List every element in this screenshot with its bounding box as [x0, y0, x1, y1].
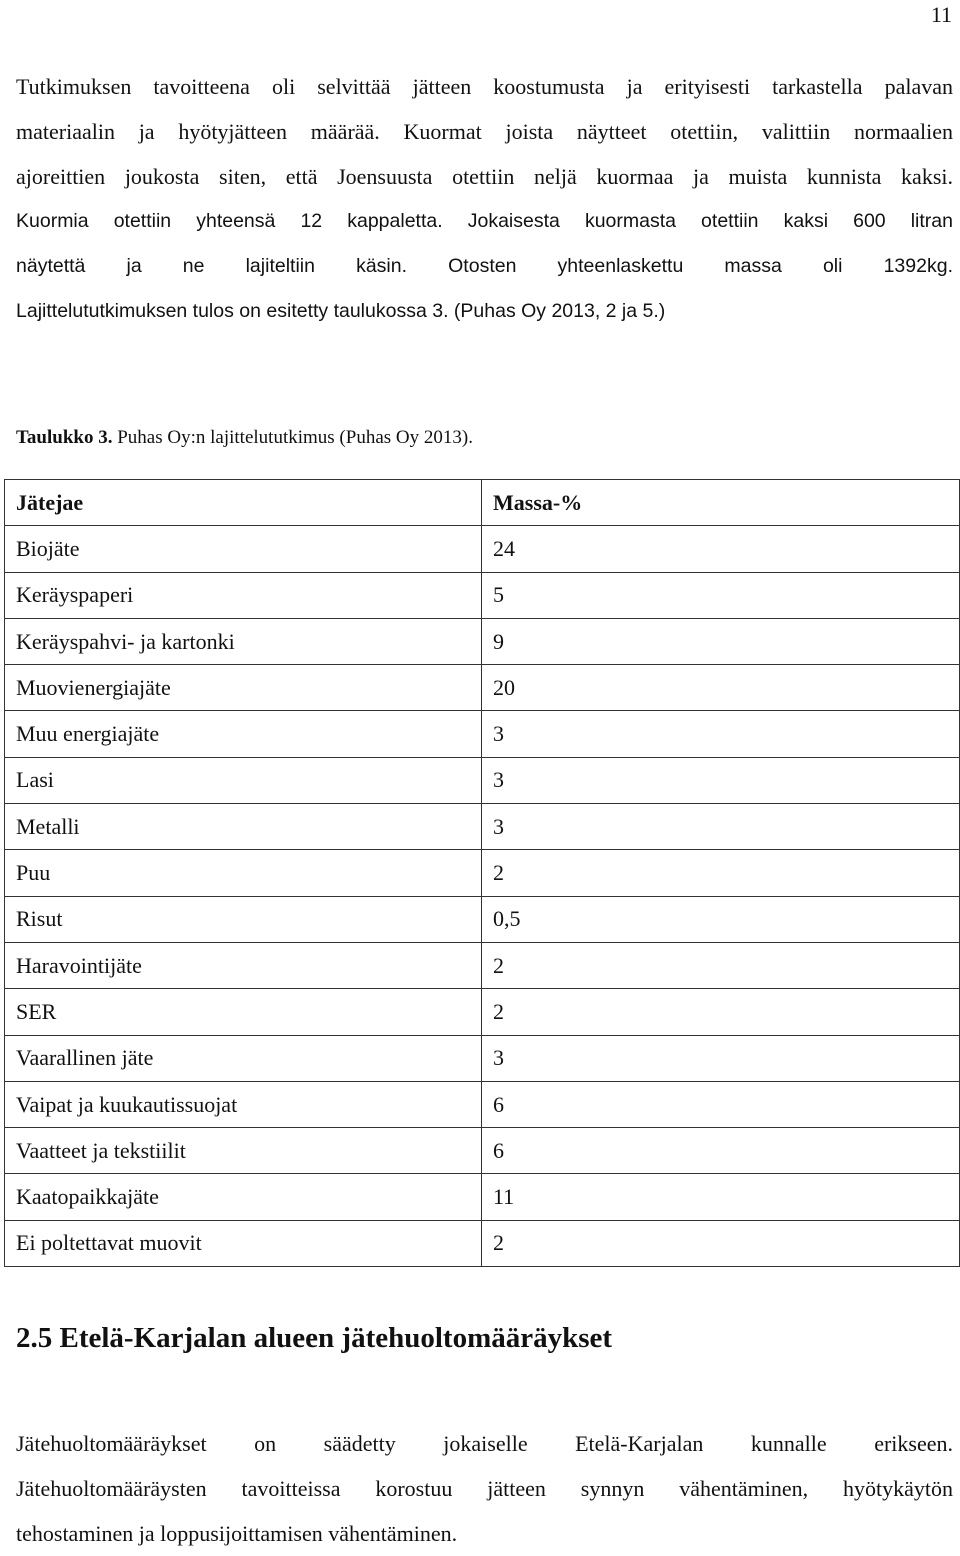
table-row: [5, 526, 960, 572]
waste-fraction-cell: Vaatteet ja tekstiilit: [5, 1128, 482, 1174]
table-row: [5, 618, 960, 664]
waste-fraction-cell: Vaipat ja kuukautissuojat: [5, 1081, 482, 1127]
table-row: [5, 572, 960, 618]
table-row: [5, 1174, 960, 1220]
mass-percent-cell: 2: [482, 989, 960, 1035]
regulations-paragraph: [16, 1421, 953, 1556]
regulations-line: Jätehuoltomääräykset on säädetty jokaiselle Etelä-Karjalan kunnalle erikseen.: [16, 1431, 953, 1456]
mass-percent-cell: 0,5: [482, 896, 960, 942]
table-row: [5, 1081, 960, 1127]
mass-percent-cell: 2: [482, 942, 960, 988]
table-row: [5, 665, 960, 711]
table-row: [5, 757, 960, 803]
waste-fraction-cell: Vaarallinen jäte: [5, 1035, 482, 1081]
intro-line: näytettä ja ne lajiteltiin käsin. Otosten yhteenlaskettu massa oli 1392kg.: [16, 255, 953, 277]
intro-line: Tutkimuksen tavoitteena oli selvittää jätteen koostumusta ja erityisesti tarkastella palavan: [16, 74, 953, 99]
mass-percent-cell: 3: [482, 711, 960, 757]
waste-fraction-cell: Muu energiajäte: [5, 711, 482, 757]
intro-paragraph: [16, 64, 953, 334]
intro-line: Lajittelututkimuksen tulos on esitetty taulukossa 3. (Puhas Oy 2013, 2 ja 5.): [16, 300, 666, 322]
table-row: [5, 1035, 960, 1081]
table-row: [5, 1220, 960, 1266]
waste-fraction-cell: Biojäte: [5, 526, 482, 572]
mass-percent-cell: 2: [482, 850, 960, 896]
table-row: [5, 896, 960, 942]
mass-percent-cell: 3: [482, 804, 960, 850]
page-number: 11: [930, 2, 952, 27]
table-row: [5, 711, 960, 757]
mass-percent-cell: 6: [482, 1081, 960, 1127]
column-header-waste-fraction: Jätejae: [5, 480, 482, 526]
waste-fraction-cell: Risut: [5, 896, 482, 942]
waste-composition-table: [4, 479, 960, 1267]
waste-fraction-cell: Puu: [5, 850, 482, 896]
mass-percent-cell: 3: [482, 757, 960, 803]
mass-percent-cell: 11: [482, 1174, 960, 1220]
waste-fraction-cell: Muovienergiajäte: [5, 665, 482, 711]
table-caption: [16, 425, 473, 451]
table-row: [5, 850, 960, 896]
table-header-row: [5, 480, 960, 526]
table-row: [5, 1128, 960, 1174]
mass-percent-cell: 6: [482, 1128, 960, 1174]
section-heading: 2.5 Etelä-Karjalan alueen jätehuoltomääräykset: [16, 1322, 613, 1354]
regulations-line: Jätehuoltomääräysten tavoitteissa korostuu jätteen synnyn vähentäminen, hyötykäytön: [16, 1476, 953, 1501]
waste-fraction-cell: Keräyspahvi- ja kartonki: [5, 618, 482, 664]
table-caption-label: Taulukko 3.: [16, 427, 113, 448]
regulations-line: tehostaminen ja loppusijoittamisen vähentäminen.: [16, 1521, 458, 1546]
table-row: [5, 804, 960, 850]
waste-fraction-cell: SER: [5, 989, 482, 1035]
table-row: [5, 942, 960, 988]
mass-percent-cell: 5: [482, 572, 960, 618]
intro-line: ajoreittien joukosta siten, että Joensuusta otettiin neljä kuormaa ja muista kunnista kaksi.: [16, 164, 953, 189]
table-row: [5, 989, 960, 1035]
waste-fraction-cell: Lasi: [5, 757, 482, 803]
table-caption-text: Puhas Oy:n lajittelututkimus (Puhas Oy 2013).: [112, 427, 473, 448]
mass-percent-cell: 2: [482, 1220, 960, 1266]
mass-percent-cell: 3: [482, 1035, 960, 1081]
waste-fraction-cell: Ei poltettavat muovit: [5, 1220, 482, 1266]
waste-fraction-cell: Keräyspaperi: [5, 572, 482, 618]
waste-fraction-cell: Kaatopaikkajäte: [5, 1174, 482, 1220]
mass-percent-cell: 20: [482, 665, 960, 711]
mass-percent-cell: 9: [482, 618, 960, 664]
waste-fraction-cell: Metalli: [5, 804, 482, 850]
intro-line: Kuormia otettiin yhteensä 12 kappaletta. Jokaisesta kuormasta otettiin kaksi 600 litran: [16, 210, 953, 232]
mass-percent-cell: 24: [482, 526, 960, 572]
waste-fraction-cell: Haravointijäte: [5, 942, 482, 988]
column-header-mass-percent: Massa-%: [482, 480, 960, 526]
intro-line: materiaalin ja hyötyjätteen määrää. Kuormat joista näytteet otettiin, valittiin normaalien: [16, 119, 953, 144]
